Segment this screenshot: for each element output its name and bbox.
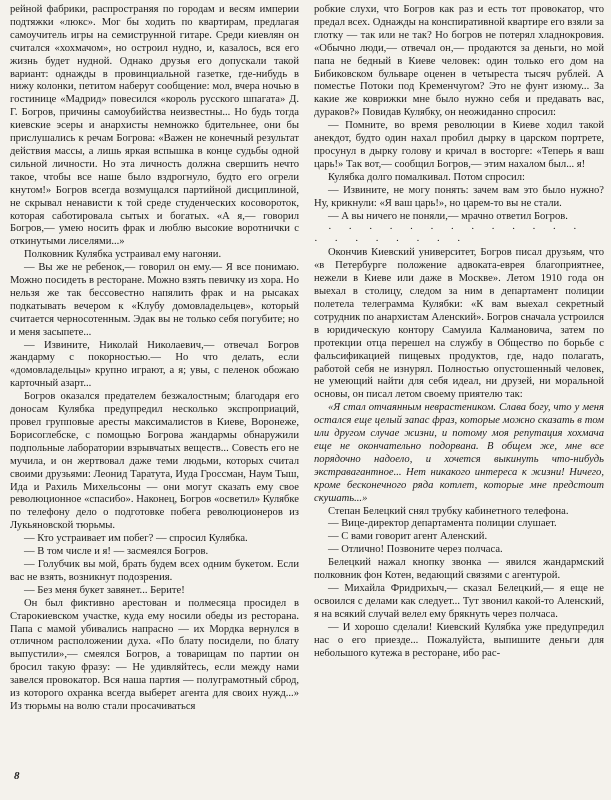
dialogue-line: — Вице-директор департамента полиции слушает. <box>328 518 557 530</box>
page-number: 8 <box>14 770 20 782</box>
dialogue-line: — А вы ничего не поняли,— мрачно ответил Богров. <box>328 210 568 222</box>
dialogue-line: — И хорошо сделали! Киевский Кулябка уже предупредил нас о его приезде... Пожалуйста, выпишите деньги для небольшого кутежа в ресторане, ибо рас- <box>314 621 604 659</box>
dialogue-line: — Без меня букет завянет... Берите! <box>24 584 185 596</box>
paragraph: Кулябка долго помалкивал. Потом спросил: <box>328 171 525 183</box>
paragraph: рейной фабрики, распространяя по городам и весям империи подтяжки «люкс». Мог бы ходить по квартирам, предлагая самоучитель игры на семиструнной гитаре. Среди киевлян он считался «хохмачом», но остроил нудно, и, казалось, вся его жизнь будет нудной. Однако друзья его допускали такой вариант: однажды в провинциальной газетке, где-нибудь в нижу колонки, петитом наберут сообщение: мол, вчера ночью в гостинице «Мадрид» повесился «король русского шпагата» Д. Г. Богров, причины самоубийства неизвестны... Но будь тогда киевские эсеры и анархисты немножко бдительнее, они бы прислушались к речам Богрова: «Важен не конечный результат действия массы, а лишь яркая вспышка в конце судьбы одной сильной личности. Но эта личность должна свершить нечто такое, чтобы все наше было вздрогнуло, будто его огрели кнутом!» Богров всегда возмущался партийной дисциплиной, не скрывал ненависти к той среде студенческих косовороток, которая саботировала сытых и богатых. «А я,— говорил Богров,— умею носить фрак и люблю высокие воротнички с откинутыми лиселями...» <box>10 4 299 248</box>
paragraph: Степан Белецкий снял трубку кабинетного телефона. <box>328 505 569 517</box>
dialogue-line: — Голубчик вы мой, брать будем всех одним букетом. Если вас не взять, возникнут подозрения. <box>10 558 299 583</box>
paragraph: Белецкий нажал кнопку звонка — явился жандармский полковник фон Котен, ведающий связями с агентурой. <box>314 557 604 582</box>
dialogue-line: — Извините, Николай Николаевич,— отвечал Богров жандарму с покорностью.— Но что делать, если «домовладельцы» крупно играют, а я; увы, с пеленок обожаю карточный азарт... <box>10 339 299 390</box>
paragraph: робкие слухи, что Богров как раз и есть тот провокатор, что предал всех. Однажды на конспиративной квартире его взяли за глотку — так или не так? Но богров не потерял хладнокровия. «Обычно люди,— отвечал он,— продаются за деньги, но мой папа не бедный в Киеве человек: один только его дом на Бибиковском бульваре оценен в четыреста тысяч рублей. А поместье Потоки под Кременчугом? Это не фунт изюму... За какие же коврижки мне было нужно себя и предавать вас, дураков?» Повидав Кулябку, он неожиданно спросил: <box>314 4 604 119</box>
quoted-letter: «Я стал отчаянным неврастеником. Слава богу, что у меня остался еще целый запас фраз, которые можно сказать в том или другом случае жизни, и потому моя репутация хохмача еще не окончательно подорвана. В общем же, мне все порядочно надоело, и хочется выкинуть что-нибудь экстравагантное... Нет никакого интереса к жизни! Ничего, кроме бесконечного ряда котлет, которые мне предстоит скушать...» <box>314 402 604 504</box>
dialogue-line: — Кто устраивает им побег? — спросил Кулябка. <box>24 533 248 545</box>
paragraph: Богров оказался предателем безжалостным; благодаря его доносам Кулябка предупредил несколько экспроприаций, провел групповые аресты максималистов в Киеве, Воронеже, Борисоглебске, с помощью Богрова жандармы обнаружили подпольные лаборатории взрывчатых веществ... Совесть его не мучила, и он жертвовал даже теми людьми, которых считал своими друзьями: Леонид Таратута, Иуда Гроссман, Наум Тыш, Ида и Рахиль Михельсоны — они могут сказать ему свое революционное «спасибо». Наконец, Богров «осветил» Кулябке по телефону дело о подготовке побега революционеров из Лукьяновской тюрьмы. <box>10 391 299 532</box>
dialogue-line: — Извините, не могу понять: зачем вам это было нужно? Ну, крикнули: «Я ваш царь!», но царем-то вы не стали. <box>314 184 604 209</box>
dialogue-line: — Помните, во время революции в Киеве ходил такой анекдот, будто один нахал пробил дырку в царском портрете, просунул в дырку голову и кричал в восторге: «Теперь я ваш царь!» Так вот,— сообщил Богров,— этим нахалом был... я! <box>314 120 604 170</box>
right-column <box>314 4 604 660</box>
paragraph: Он был фиктивно арестован и полмесяца просидел в Старокиевском участке, куда ему носили обеды из ресторана. Папа с мамой убивались напрасно — их Мордка вернулся в отличном расположении духа. «По блату посидели, по блату выпустили»,— смеялся Богров, а товарищам по партии он бросил такую фразу: — Не удивляйтесь, если между нами завелся провокатор. Вся наша партия — полуграмотный сброд, из которого охранка всегда выберет агента для своих нужд...» Из тюрьмы на волю стали просачиваться <box>10 597 299 712</box>
dialogue-line: — Отлично! Позвоните через полчаса. <box>328 544 503 556</box>
dialogue-line: — Вы же не ребенок,— говорил он ему.— Я все понимаю. Можно посидеть в ресторане. Можно взять певичку из хора. Но нельзя же так бессовестно напялить фрак и на рысаках подкатывать вечером к «Клубу домовладельцев», который считается черносотенным. Эдак вы не только себя погубите; но и меня засыпете... <box>10 262 299 338</box>
section-divider: · · · · · · · · · · · · · · · · · · · · · <box>314 223 584 248</box>
dialogue-line: — Михайла Фридрихыч,— сказал Белецкий,— я еще не освоился с делами как следует... Тут звонил какой-то Аленский, я на всякий случай велел ему брякнуть через полчаса. <box>314 582 604 620</box>
dialogue-line: — В том числе и я! — засмеялся Богров. <box>24 546 209 558</box>
dialogue-line: — С вами говорит агент Аленский. <box>328 531 488 543</box>
paragraph: Окончив Киевский университет, Богров писал друзьям, что «в Петербурге положение адвоката-еврея благоприятнее, нежели в Киеве или даже в Москве». Летом 1910 года он выехал в столицу, следом за ним в департамент полиции полетела телеграмма Кулябки: «К вам выехал секретный сотрудник по анархистам Аленский». Богров сначала устроился в юридическую контору Самуила Калмановича, затем по протекции отца перешел на службу в Общество по борьбе с фальсификацией пищевых продуктов, где, надо полагать, работой себя не изнурял. Полностью опустошенный человек, не умеющий найти для себя идеал, ни друзей, ни моральной основы, он писал летом своему приятелю так: <box>314 247 604 401</box>
paragraph: Полковник Кулябка устраивал ему нагоняи. <box>24 249 222 261</box>
left-column <box>10 4 299 714</box>
